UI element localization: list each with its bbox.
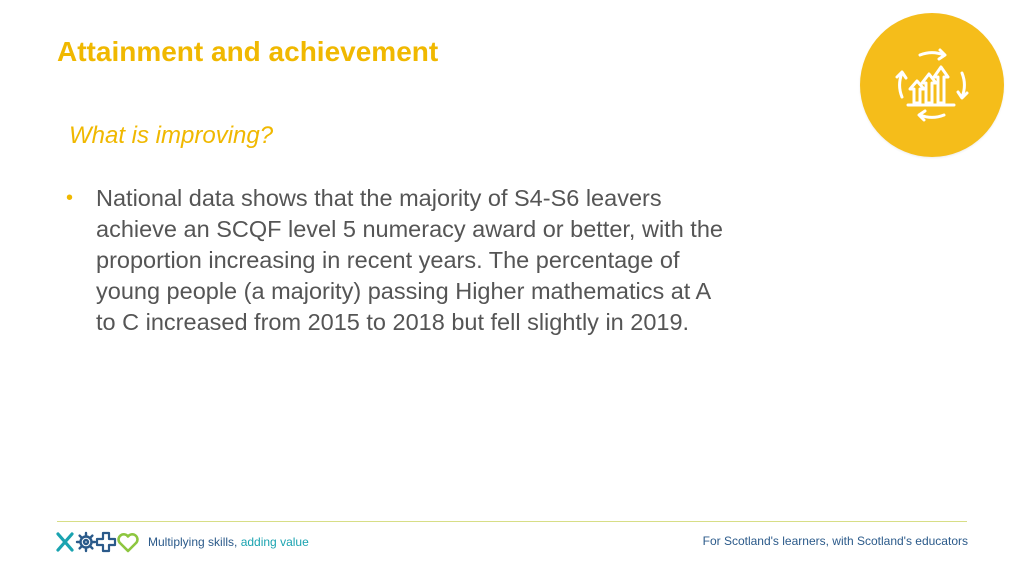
footer-rule [57, 521, 967, 522]
footer-motto: For Scotland's learners, with Scotland's educators [702, 534, 968, 548]
gear-icon [77, 533, 95, 551]
improvement-badge [860, 13, 1004, 157]
bullet-marker: • [66, 187, 74, 209]
bullet-list [66, 183, 726, 338]
footer-tagline [148, 535, 309, 549]
footer-tagline-main: Multiplying skills, [148, 535, 238, 549]
slide-subtitle: What is improving? [69, 122, 274, 149]
bullet-item [66, 183, 726, 338]
heart-icon [119, 534, 138, 551]
footer-tagline-accent: adding value [237, 535, 309, 549]
cross-icon [58, 534, 72, 550]
rising-bar-chart-cycle-icon [890, 43, 974, 127]
plus-icon [97, 533, 115, 551]
footer-logo [55, 530, 139, 554]
bullet-text: National data shows that the majority of S4-S6 leavers achieve an SCQF level 5 numeracy award or better, with the proportion increasing in recent years. The percentage of young people (a majority) passing Higher mathematics at A to C increased from 2015 to 2018 but fell slightly in 2019. [96, 185, 723, 335]
slide-title: Attainment and achievement [57, 36, 439, 67]
